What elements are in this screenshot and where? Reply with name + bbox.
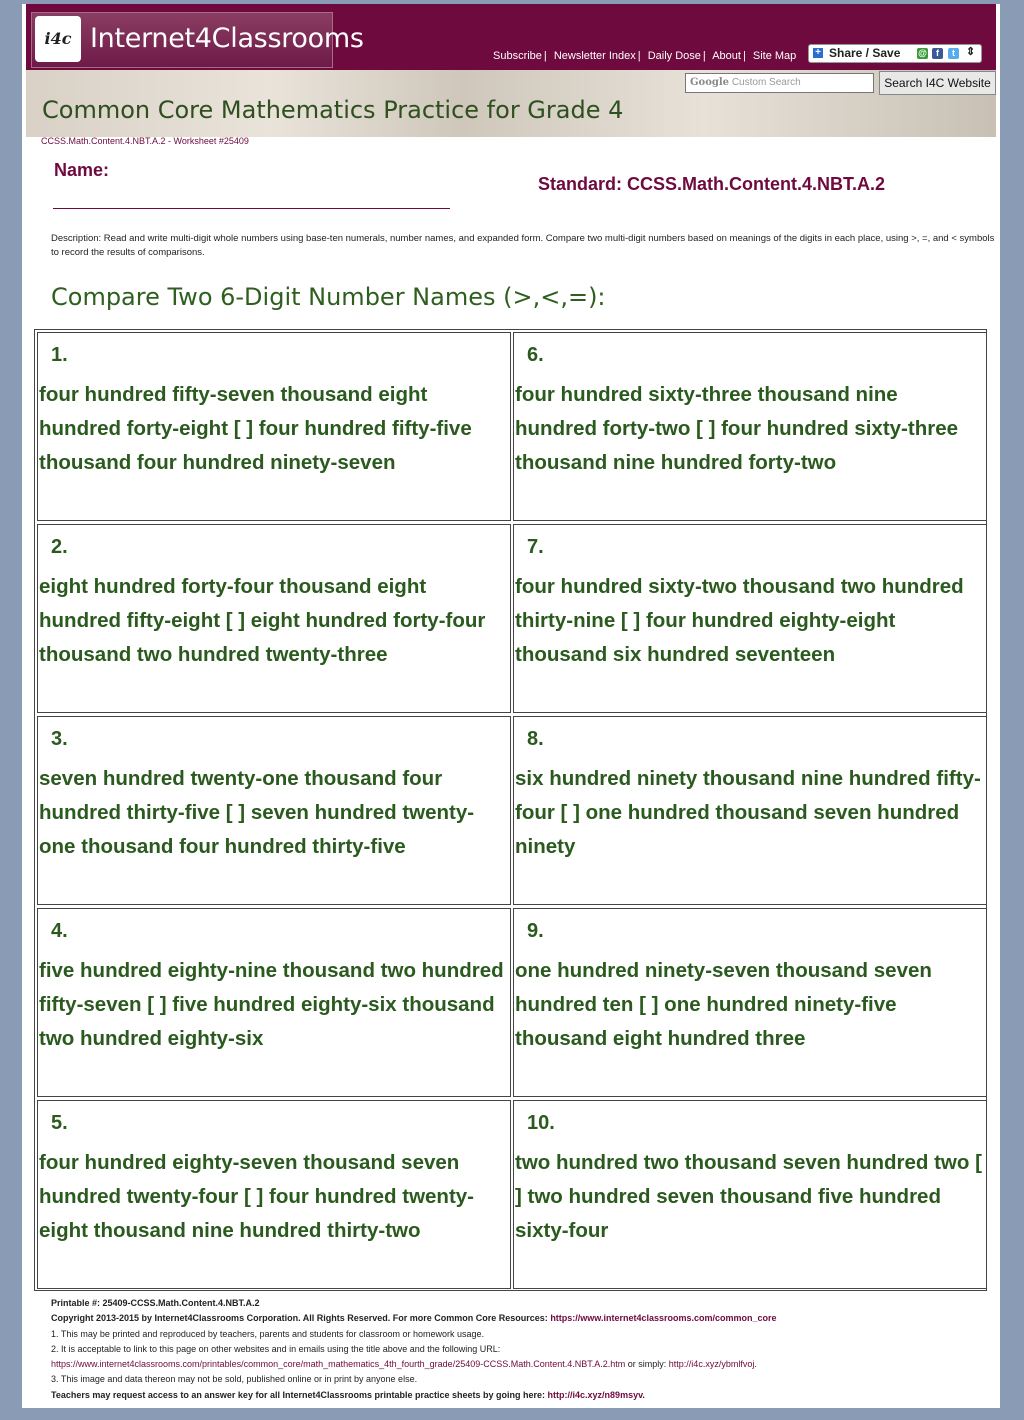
question-number: 10. [527, 1112, 555, 1134]
question-number: 7. [527, 536, 544, 558]
question-cell [513, 332, 987, 521]
footer-teachers: Teachers may request access to an answer key for all Internet4Classrooms printable practice sheets by going here: [51, 1389, 546, 1400]
question-number: 4. [51, 920, 68, 942]
footer-period: . [642, 1389, 645, 1400]
question-text: four hundred sixty-two thousand two hundred thirty-nine [ ] four hundred eighty-eight thousand six hundred seventeen [515, 575, 964, 666]
nav-separator: | [742, 50, 746, 62]
section-title: Compare Two 6-Digit Number Names (>,<,=): [51, 283, 606, 311]
standard-label: Standard: [538, 174, 623, 194]
nav-separator: | [543, 50, 547, 62]
nav-daily-dose[interactable]: Daily Dose [647, 50, 701, 62]
short-url-link[interactable]: http://i4c.xyz/ybmlfvoj [668, 1359, 755, 1370]
nav-site-map[interactable]: Site Map [752, 50, 797, 62]
footer-copyright: Copyright 2013-2015 by Internet4Classrooms Corporation. All Rights Reserved. For more Common Core Resources: [51, 1313, 548, 1324]
question-number: 6. [527, 344, 544, 366]
footer-copyright-line [51, 1311, 996, 1326]
site-logo[interactable] [31, 12, 364, 68]
footer-period: . [754, 1359, 757, 1370]
site-header [26, 4, 996, 70]
logo-badge: i4c [35, 16, 81, 62]
question-number: 9. [527, 920, 544, 942]
nav-about[interactable]: About [712, 50, 741, 62]
name-label: Name: [54, 160, 110, 180]
question-text: eight hundred forty-four thousand eight hundred fifty-eight [ ] eight hundred forty-four thousand two hundred twenty-three [39, 575, 486, 666]
footer-or: or simply: [625, 1359, 669, 1370]
answer-key-link[interactable]: http://i4c.xyz/n89msyv [547, 1389, 643, 1400]
search-placeholder: Custom Search [731, 77, 801, 88]
question-text: one hundred ninety-seven thousand seven hundred ten [ ] one hundred ninety-five thousand eight hundred three [515, 959, 932, 1050]
worksheet-url-link[interactable]: https://www.internet4classrooms.com/printables/common_core/math_mathematics_4th_fourth_grade/25409-CCSS.Math.Content.4.NBT.A.2.htm [51, 1359, 626, 1370]
question-number: 5. [51, 1112, 68, 1134]
logo-text: Internet4Classrooms [90, 23, 364, 54]
question-text: two hundred two thousand seven hundred two [ ] two hundred seven thousand five hundred sixty-four [515, 1151, 982, 1242]
footer [51, 1296, 996, 1403]
chevron-updown-icon[interactable]: ⇕ [966, 46, 976, 58]
footer-rule-3: 3. This image and data thereon may not be sold, published online or in print by anyone else. [51, 1374, 418, 1385]
question-grid [34, 329, 987, 1291]
common-core-link[interactable]: https://www.internet4classrooms.com/common_core [550, 1313, 777, 1324]
question-cell [513, 1100, 987, 1289]
question-cell [37, 716, 511, 905]
email-share-icon[interactable]: @ [918, 48, 927, 58]
standard [538, 174, 885, 195]
google-logo: Google [690, 77, 730, 88]
page [22, 4, 1000, 1408]
question-number: 3. [51, 728, 68, 750]
footer-rule-2: 2. It is acceptable to link to this page on other websites and in emails using the title above and the following URL: [51, 1343, 501, 1354]
question-cell [37, 1100, 511, 1289]
twitter-icon[interactable]: t [948, 48, 959, 59]
share-label: Share / Save [829, 46, 901, 60]
question-cell [513, 908, 987, 1097]
question-cell [37, 524, 511, 713]
question-cell [513, 524, 987, 713]
question-text: four hundred fifty-seven thousand eight hundred forty-eight [ ] four hundred fifty-five thousand four hundred ninety-seven [39, 383, 472, 474]
footer-printable: Printable #: 25409-CCSS.Math.Content.4.NBT.A.2 [51, 1298, 260, 1308]
standard-value: CCSS.Math.Content.4.NBT.A.2 [627, 174, 886, 194]
question-text: six hundred ninety thousand nine hundred fifty-four [ ] one hundred thousand seven hundred ninety [515, 767, 981, 858]
search-input[interactable] [685, 73, 874, 93]
question-text: four hundred eighty-seven thousand seven hundred twenty-four [ ] four hundred twenty-eight thousand nine hundred thirty-two [39, 1151, 475, 1242]
description: Description: Read and write multi-digit whole numbers using base-ten numerals, number names, and expanded form. Compare two multi-digit numbers based on meanings of the digits in each place, using >, =, and < symbols to record the results of comparisons. [51, 233, 995, 258]
nav-subscribe[interactable]: Subscribe [493, 50, 542, 62]
footer-teachers-line [51, 1388, 996, 1403]
share-save-button[interactable] [808, 44, 982, 63]
question-text: five hundred eighty-nine thousand two hundred fifty-seven [ ] five hundred eighty-six thousand two hundred eighty-six [39, 959, 504, 1050]
plus-icon: + [813, 48, 823, 58]
footer-rule-1: 1. This may be printed and reproduced by teachers, parents and students for classroom or homework usage. [51, 1328, 485, 1339]
question-cell [513, 716, 987, 905]
page-title: Common Core Mathematics Practice for Grade 4 [42, 96, 624, 124]
name-line [53, 208, 450, 209]
footer-rule-2-urls [51, 1357, 996, 1372]
question-text: seven hundred twenty-one thousand four hundred thirty-five [ ] seven hundred twenty-one thousand four hundred thirty-five [39, 767, 475, 858]
top-nav [493, 50, 796, 62]
nav-separator: | [637, 50, 641, 62]
question-text: four hundred sixty-three thousand nine hundred forty-two [ ] four hundred sixty-three thousand nine hundred forty-two [515, 383, 959, 474]
question-number: 2. [51, 536, 68, 558]
search-button[interactable]: Search I4C Website [879, 71, 996, 95]
nav-separator: | [702, 50, 706, 62]
question-number: 1. [51, 344, 68, 366]
nav-newsletter-index[interactable]: Newsletter Index [553, 50, 636, 62]
facebook-icon[interactable]: f [932, 48, 943, 59]
question-number: 8. [527, 728, 544, 750]
question-cell [37, 908, 511, 1097]
page-subtitle: CCSS.Math.Content.4.NBT.A.2 - Worksheet #25409 [41, 136, 249, 146]
question-cell [37, 332, 511, 521]
